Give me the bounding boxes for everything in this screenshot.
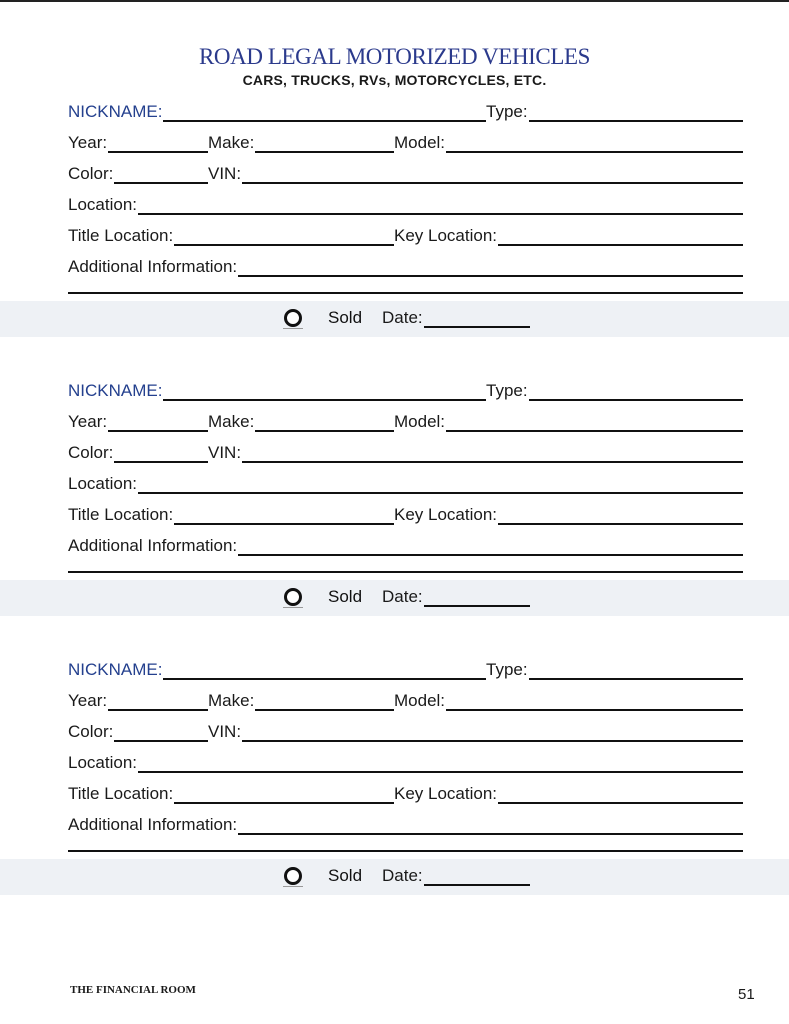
location-row [68,472,743,494]
vin-label: VIN: [208,722,242,741]
title-location-field[interactable] [68,782,394,804]
additional-info-row [68,534,743,556]
year-label: Year: [68,133,108,152]
model-label: Model: [394,691,446,710]
nickname-field[interactable] [68,379,486,401]
vin-label: VIN: [208,443,242,462]
year-label: Year: [68,412,108,431]
additional-information-field[interactable] [68,534,743,556]
vin-field[interactable] [208,720,743,742]
title-location-label: Title Location: [68,226,174,245]
additional-information-extra-line[interactable] [68,571,743,573]
color-input-line[interactable] [114,724,208,742]
location-input-line[interactable] [138,197,743,215]
type-input-line[interactable] [529,383,743,401]
additional-information-input-line[interactable] [238,259,743,277]
sold-label: Sold [328,587,363,606]
key-location-label: Key Location: [394,226,498,245]
type-label: Type: [486,102,528,121]
date-label: Date: [382,308,423,327]
model-input-line[interactable] [446,414,743,432]
color-label: Color: [68,164,114,183]
title-location-input-line[interactable] [174,228,394,246]
make-field[interactable] [208,131,394,153]
color-field[interactable] [68,441,208,463]
vehicle-form-section-2 [0,379,789,659]
type-label: Type: [486,660,528,679]
vin-field[interactable] [208,441,743,463]
sold-label: Sold [328,866,363,885]
nickname-label: NICKNAME: [68,102,163,121]
type-input-line[interactable] [529,662,743,680]
color-label: Color: [68,722,114,741]
date-input-line[interactable] [424,589,530,607]
additional-information-field[interactable] [68,813,743,835]
location-field[interactable] [68,193,743,215]
key-location-label: Key Location: [394,505,498,524]
sold-date-field[interactable] [382,864,530,886]
additional-information-label: Additional Information: [68,815,238,834]
nickname-row [68,658,743,680]
type-field[interactable] [486,100,743,122]
type-label: Type: [486,381,528,400]
location-label: Location: [68,474,137,493]
year-make-model-row [68,410,743,432]
location-field[interactable] [68,751,743,773]
additional-information-label: Additional Information: [68,536,238,555]
nickname-input-line[interactable] [163,662,486,680]
color-vin-row [68,720,743,742]
sold-date-field[interactable] [382,306,530,328]
page-number: 51 [738,986,755,1003]
model-label: Model: [394,412,446,431]
year-field[interactable] [68,689,208,711]
title-location-field[interactable] [68,224,394,246]
location-label: Location: [68,195,137,214]
year-make-model-row [68,131,743,153]
make-label: Make: [208,691,255,710]
title-location-input-line[interactable] [174,786,394,804]
color-vin-row [68,441,743,463]
model-field[interactable] [394,689,743,711]
year-field[interactable] [68,131,208,153]
model-input-line[interactable] [446,135,743,153]
title-location-input-line[interactable] [174,507,394,525]
additional-information-field[interactable] [68,255,743,277]
year-input-line[interactable] [108,135,208,153]
footer-publisher: THE FINANCIAL ROOM [70,984,196,996]
color-label: Color: [68,443,114,462]
nickname-input-line[interactable] [163,104,486,122]
additional-info-row [68,813,743,835]
title-location-label: Title Location: [68,784,174,803]
sold-date-field[interactable] [382,585,530,607]
nickname-label: NICKNAME: [68,381,163,400]
vehicle-form-section-3 [0,658,789,938]
location-input-line[interactable] [138,755,743,773]
make-input-line[interactable] [255,135,394,153]
vin-input-line[interactable] [242,724,743,742]
type-input-line[interactable] [529,104,743,122]
year-input-line[interactable] [108,693,208,711]
make-field[interactable] [208,689,394,711]
model-field[interactable] [394,410,743,432]
nickname-row [68,379,743,401]
model-label: Model: [394,133,446,152]
color-input-line[interactable] [114,166,208,184]
page-title: ROAD LEGAL MOTORIZED VEHICLES [198,44,591,69]
sold-band [0,859,789,895]
sold-radio-icon[interactable] [284,309,302,327]
title-key-location-row [68,503,743,525]
model-input-line[interactable] [446,693,743,711]
date-input-line[interactable] [424,868,530,886]
title-key-location-row [68,224,743,246]
location-input-line[interactable] [138,476,743,494]
key-location-field[interactable] [394,224,743,246]
sold-radio-icon[interactable] [284,588,302,606]
nickname-row [68,100,743,122]
title-key-location-row [68,782,743,804]
page-subtitle: CARS, TRUCKS, RVs, MOTORCYCLES, ETC. [242,72,547,88]
key-location-label: Key Location: [394,784,498,803]
year-input-line[interactable] [108,414,208,432]
vin-label: VIN: [208,164,242,183]
sold-band [0,301,789,337]
make-input-line[interactable] [255,693,394,711]
additional-information-extra-line[interactable] [68,850,743,852]
make-input-line[interactable] [255,414,394,432]
top-border [0,0,789,2]
radio-underline [283,886,303,887]
nickname-label: NICKNAME: [68,660,163,679]
sold-radio-icon[interactable] [284,867,302,885]
additional-info-row [68,255,743,277]
additional-information-input-line[interactable] [238,538,743,556]
color-field[interactable] [68,162,208,184]
additional-information-extra-line[interactable] [68,292,743,294]
vehicle-form-section-1 [0,100,789,380]
key-location-input-line[interactable] [498,507,743,525]
year-label: Year: [68,691,108,710]
color-field[interactable] [68,720,208,742]
title-location-label: Title Location: [68,505,174,524]
additional-information-input-line[interactable] [238,817,743,835]
sold-band [0,580,789,616]
type-field[interactable] [486,658,743,680]
key-location-input-line[interactable] [498,228,743,246]
nickname-field[interactable] [68,100,486,122]
date-input-line[interactable] [424,310,530,328]
date-label: Date: [382,866,423,885]
make-field[interactable] [208,410,394,432]
make-label: Make: [208,133,255,152]
color-vin-row [68,162,743,184]
location-field[interactable] [68,472,743,494]
year-make-model-row [68,689,743,711]
key-location-input-line[interactable] [498,786,743,804]
model-field[interactable] [394,131,743,153]
location-row [68,751,743,773]
location-row [68,193,743,215]
color-input-line[interactable] [114,445,208,463]
radio-underline [283,607,303,608]
year-field[interactable] [68,410,208,432]
make-label: Make: [208,412,255,431]
date-label: Date: [382,587,423,606]
additional-information-label: Additional Information: [68,257,238,276]
location-label: Location: [68,753,137,772]
sold-label: Sold [328,308,363,327]
key-location-field[interactable] [394,782,743,804]
vin-field[interactable] [208,162,743,184]
type-field[interactable] [486,379,743,401]
nickname-field[interactable] [68,658,486,680]
key-location-field[interactable] [394,503,743,525]
vin-input-line[interactable] [242,445,743,463]
title-location-field[interactable] [68,503,394,525]
vin-input-line[interactable] [242,166,743,184]
nickname-input-line[interactable] [163,383,486,401]
radio-underline [283,328,303,329]
